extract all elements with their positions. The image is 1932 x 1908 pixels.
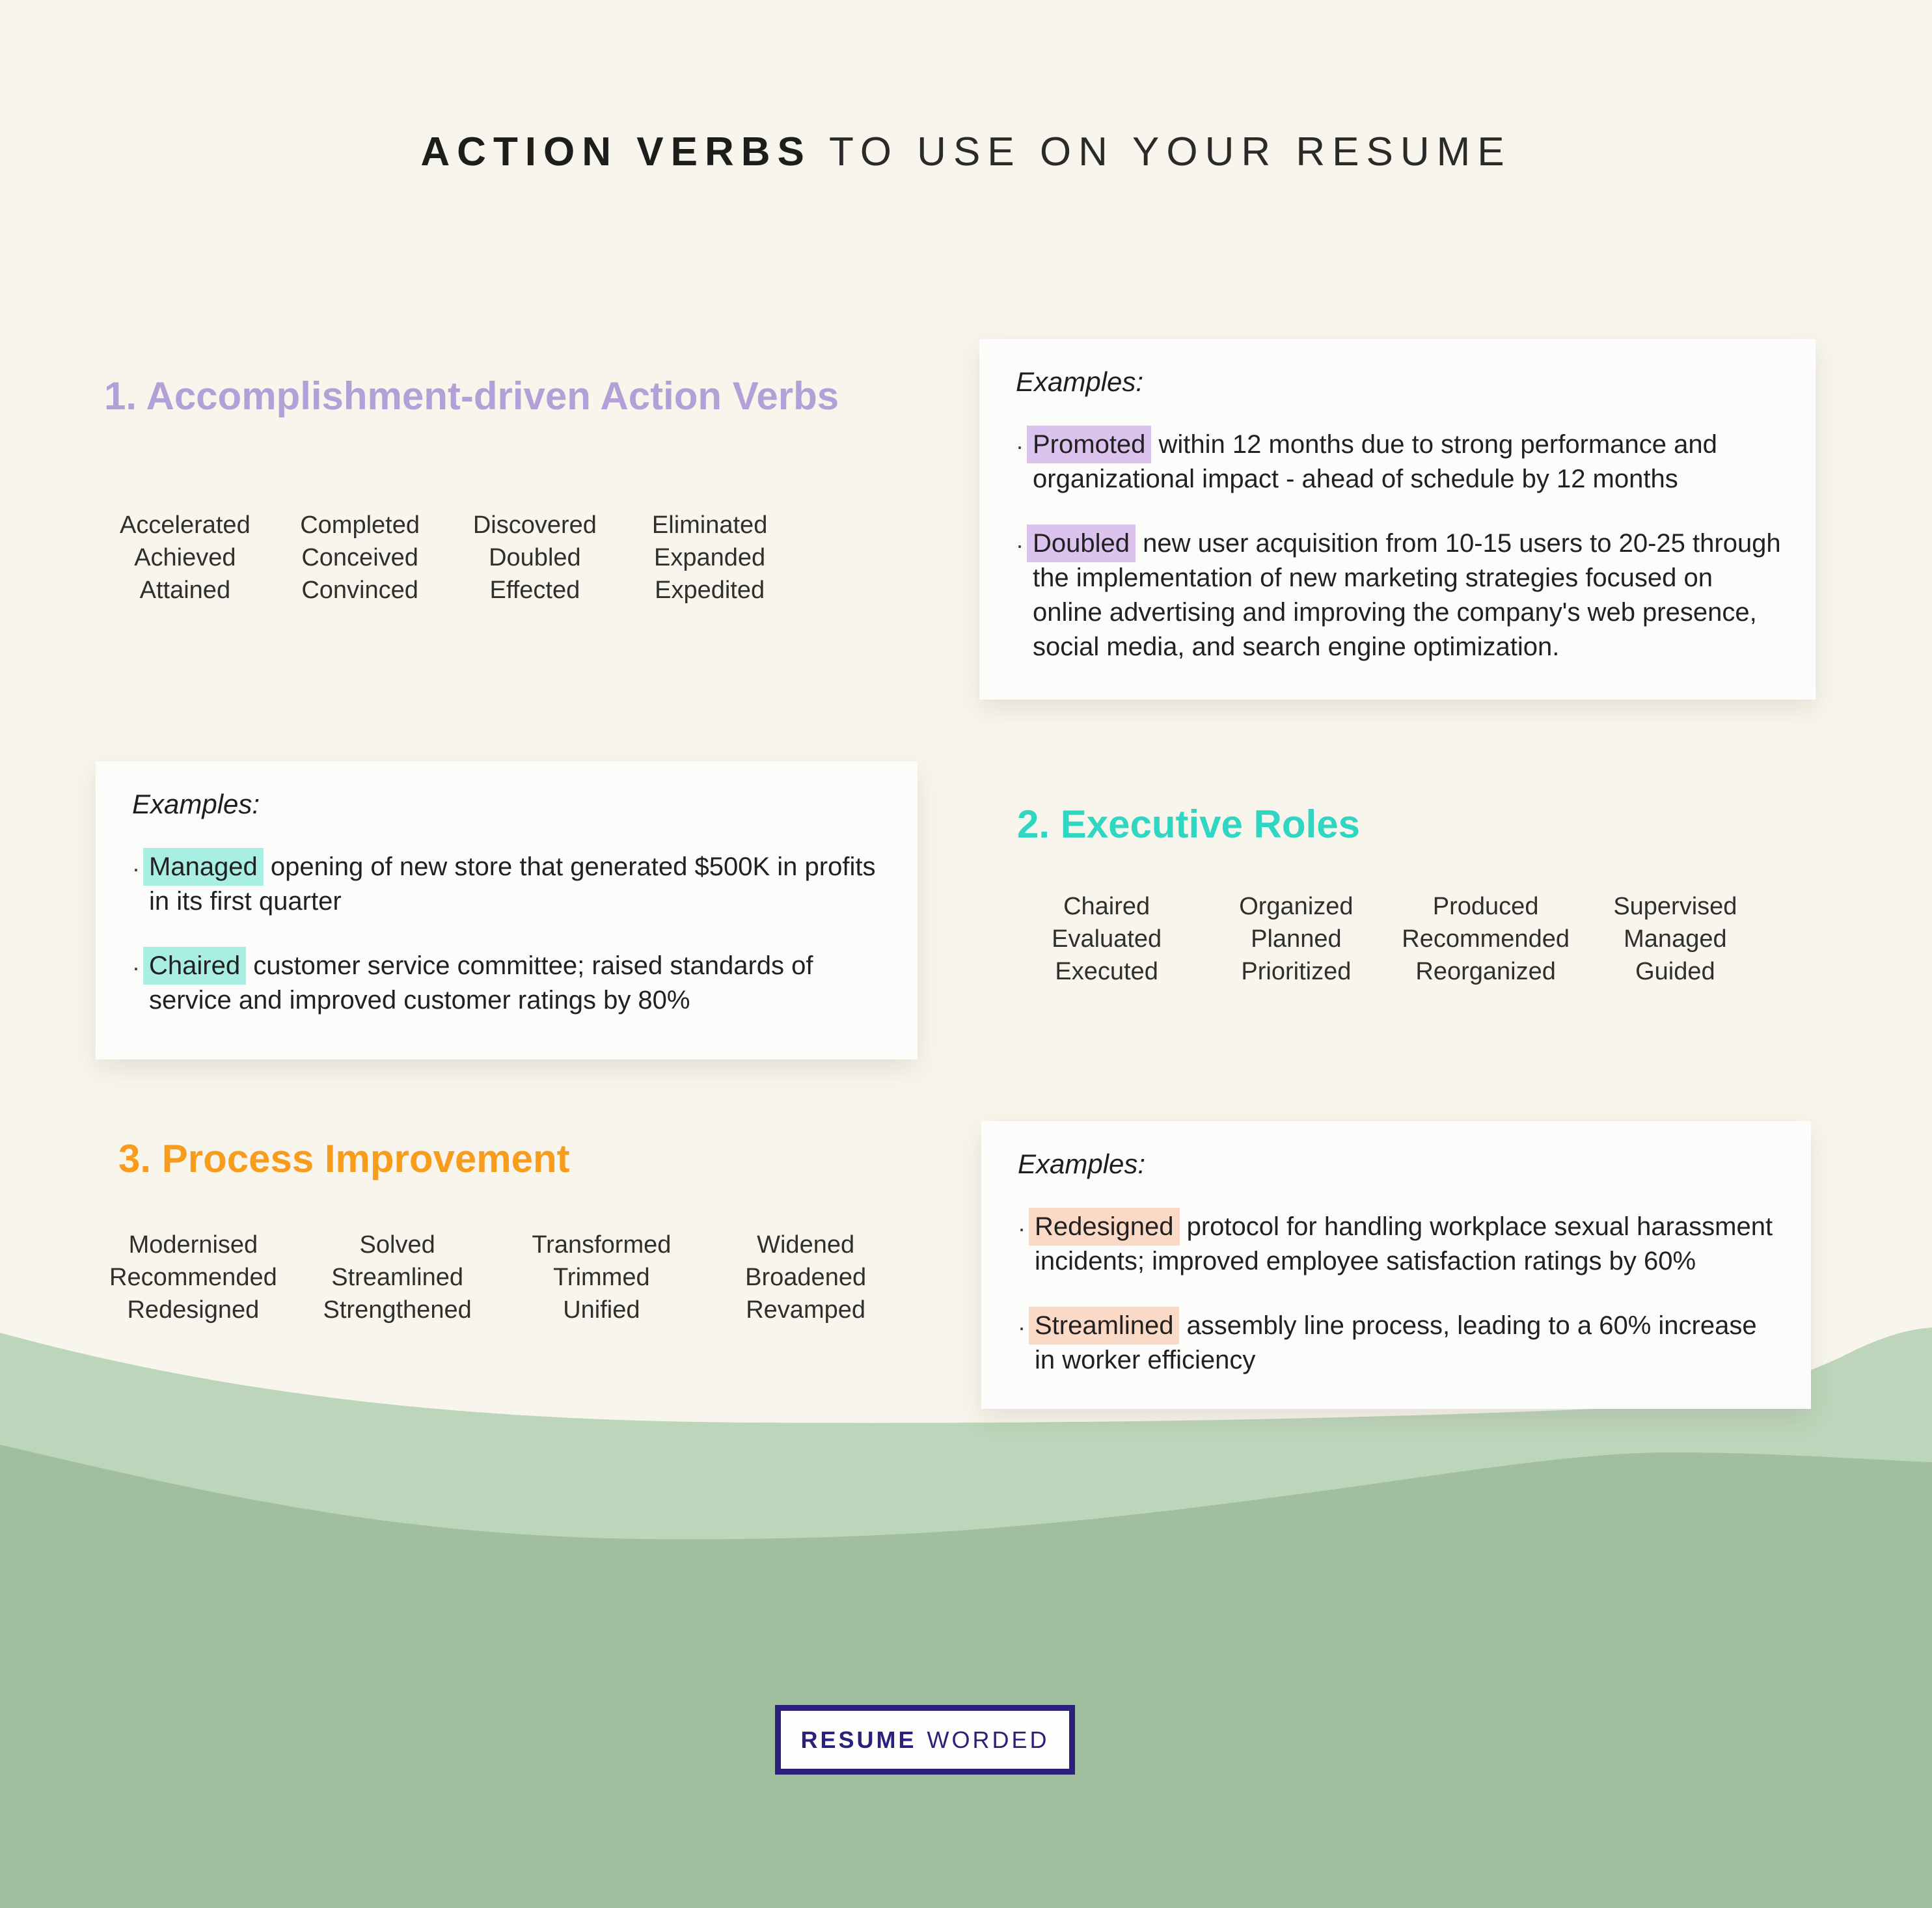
action-verb: Expanded: [654, 544, 766, 571]
action-verb: Recommended: [1402, 925, 1570, 953]
word-column: [622, 509, 797, 606]
page-title: [0, 129, 1932, 175]
examples-label: Examples:: [132, 789, 260, 819]
example-bullet: [1016, 428, 1784, 497]
page-title-rest: TO USE ON YOUR RESUME: [811, 129, 1512, 174]
logo-text-light: WORDED: [927, 1726, 1050, 1753]
example-text: protocol for handling workplace sexual harassment incidents; improved employee satisfaction ratings by 60%: [1035, 1212, 1773, 1275]
action-verb: Modernised: [128, 1231, 258, 1259]
example-bullet: [132, 850, 886, 919]
action-verb: Attained: [139, 577, 231, 604]
example-bullet: [132, 949, 886, 1018]
bullet-dot: ·: [1016, 532, 1024, 558]
highlighted-verb: Chaired: [143, 947, 246, 985]
bullet-dot: ·: [132, 855, 140, 882]
action-verb: Prioritized: [1241, 958, 1352, 985]
action-verb: Streamlined: [331, 1264, 463, 1291]
examples-card-process-improvement: [981, 1121, 1811, 1409]
bullet-dot: ·: [132, 954, 140, 981]
highlighted-verb: Managed: [143, 848, 264, 886]
action-verb: Conceived: [301, 544, 418, 571]
section-1-heading: 1. Accomplishment-driven Action Verbs: [104, 374, 839, 418]
action-verb: Widened: [757, 1231, 855, 1259]
word-column: [98, 509, 273, 606]
action-verb: Solved: [359, 1231, 435, 1259]
section-2-heading: 2. Executive Roles: [1017, 802, 1360, 846]
example-text: customer service committee; raised standards of service and improved customer ratings by 80%: [149, 951, 813, 1015]
action-verb: Expedited: [655, 577, 765, 604]
action-verb: Effected: [489, 577, 580, 604]
examples-label: Examples:: [1018, 1149, 1146, 1179]
example-bullet: [1018, 1210, 1780, 1279]
example-text: opening of new store that generated $500K in profits in its first quarter: [149, 852, 876, 916]
word-column: [1391, 890, 1581, 988]
section-2-word-grid: [1012, 890, 1770, 988]
word-column: [1012, 890, 1201, 988]
action-verb: Executed: [1055, 958, 1158, 985]
action-verb: Convinced: [301, 577, 418, 604]
action-verb: Revamped: [746, 1296, 865, 1324]
action-verb: Redesigned: [127, 1296, 260, 1324]
highlighted-verb: Doubled: [1027, 525, 1136, 562]
action-verb: Eliminated: [651, 511, 768, 539]
word-column: [1201, 890, 1391, 988]
highlighted-verb: Streamlined: [1029, 1307, 1179, 1344]
logo-text-bold: RESUME: [800, 1726, 917, 1753]
bullet-dot: ·: [1018, 1314, 1026, 1341]
action-verb: Chaired: [1063, 893, 1150, 920]
action-verb: Transformed: [532, 1231, 672, 1259]
action-verb: Evaluated: [1052, 925, 1162, 953]
highlighted-verb: Promoted: [1027, 426, 1151, 463]
word-column: [1581, 890, 1770, 988]
action-verb: Achieved: [134, 544, 236, 571]
action-verb: Reorganized: [1415, 958, 1556, 985]
action-verb: Produced: [1432, 893, 1539, 920]
example-bullet: [1018, 1309, 1780, 1378]
action-verb: Unified: [563, 1296, 640, 1324]
bullet-dot: ·: [1016, 433, 1024, 459]
action-verb: Guided: [1635, 958, 1715, 985]
action-verb: Accelerated: [120, 511, 251, 539]
page-title-bold: ACTION VERBS: [420, 129, 811, 174]
action-verb: Discovered: [472, 511, 597, 539]
word-column: [273, 509, 448, 606]
action-verb: Recommended: [109, 1264, 277, 1291]
example-text: assembly line process, leading to a 60% increase in worker efficiency: [1035, 1311, 1757, 1374]
examples-label: Examples:: [1016, 366, 1144, 397]
highlighted-verb: Redesigned: [1029, 1208, 1180, 1246]
action-verb: Supervised: [1613, 893, 1737, 920]
resume-worded-logo-button[interactable]: [775, 1705, 1075, 1775]
action-verb: Planned: [1251, 925, 1342, 953]
section-1-word-grid: [98, 509, 797, 606]
action-verb: Doubled: [489, 544, 581, 571]
action-verb: Managed: [1624, 925, 1727, 953]
example-text: new user acquisition from 10-15 users to 20-25 through the implementation of new marketing strategies focused on online advertising and improving the company's web presence, social media, and search engine optimization.: [1033, 529, 1781, 661]
action-verb: Trimmed: [553, 1264, 650, 1291]
examples-card-executive: [96, 761, 918, 1059]
examples-card-accomplishment: [979, 339, 1816, 700]
action-verb: Organized: [1239, 893, 1354, 920]
word-column: [448, 509, 623, 606]
action-verb: Completed: [300, 511, 420, 539]
example-text: within 12 months due to strong performance and organizational impact - ahead of schedule by 12 months: [1033, 430, 1717, 493]
section-3-heading: 3. Process Improvement: [118, 1137, 570, 1180]
bullet-dot: ·: [1018, 1215, 1026, 1242]
action-verb: Broadened: [745, 1264, 867, 1291]
example-bullet: [1016, 526, 1784, 664]
action-verb: Strengthened: [323, 1296, 472, 1324]
